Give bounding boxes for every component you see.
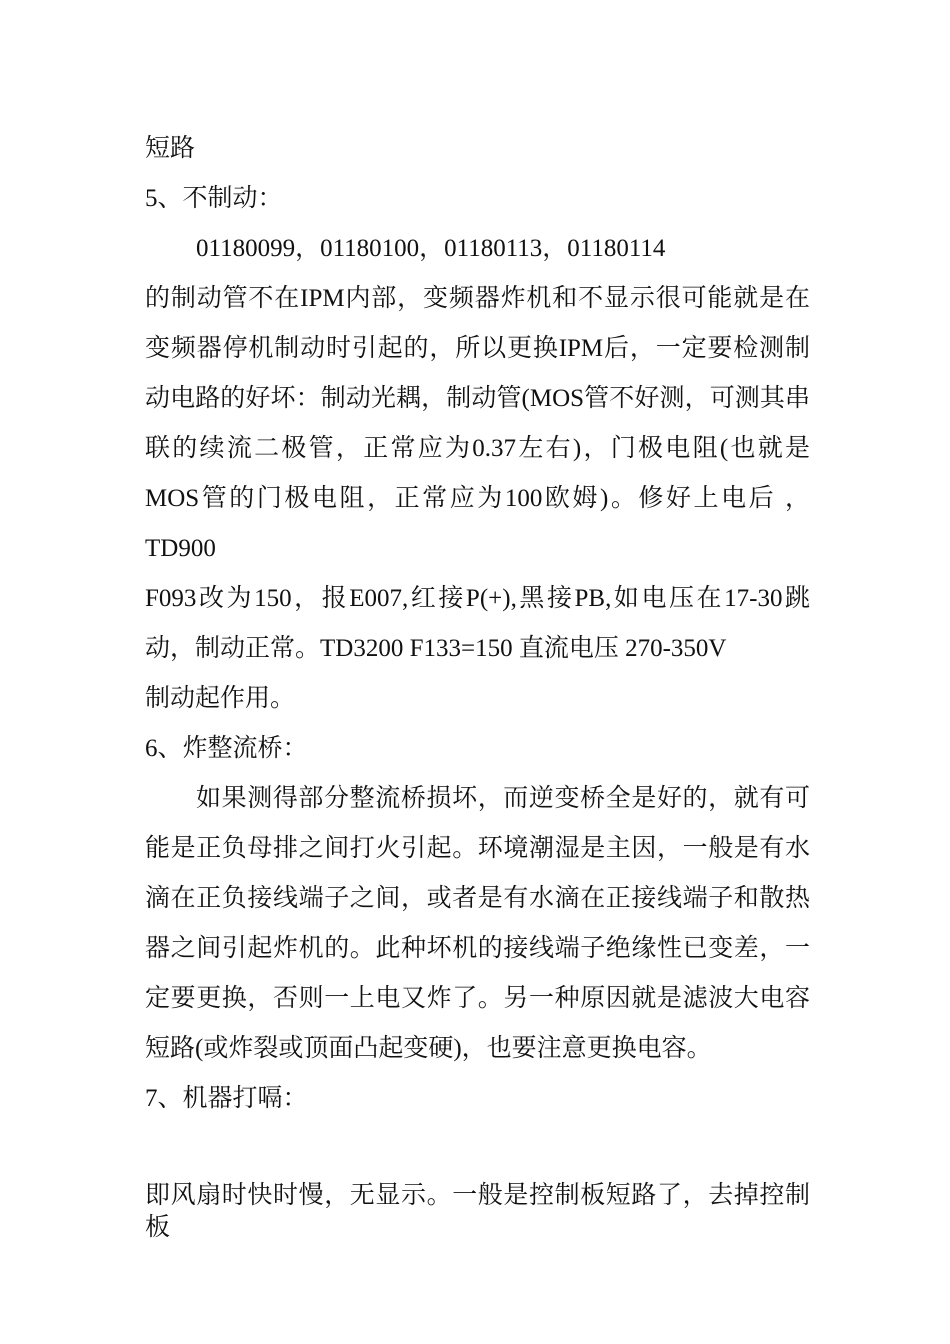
text-line: 滴在正负接线端子之间，或者是有水滴在正接线端子和散热 — [145, 885, 810, 912]
section-heading-7: 7、机器打嗝： — [145, 1085, 308, 1112]
text-line: 联的续流二极管，正常应为0.37左右)，门极电阻(也就是 — [145, 435, 810, 462]
text-line: 变频器停机制动时引起的，所以更换IPM后，一定要检测制 — [145, 335, 810, 362]
text-line: MOS管的门极电阻，正常应为100欧姆)。修好上电后 ， — [145, 485, 810, 512]
text-line: 定要更换，否则一上电又炸了。另一种原因就是滤波大电容 — [145, 985, 810, 1012]
text-line: 01180099，01180100，01180113，01180114 — [196, 235, 666, 262]
text-line: TD900 — [145, 535, 216, 562]
text-line: 能是正负母排之间打火引起。环境潮湿是主因，一般是有水 — [145, 835, 810, 862]
text-line: 动，制动正常。TD3200 F133=150 直流电压 270-350V — [145, 635, 727, 662]
text-line: 的制动管不在IPM内部，变频器炸机和不显示很可能就是在 — [145, 285, 810, 312]
text-line: 短路(或炸裂或顶面凸起变硬)，也要注意更换电容。 — [145, 1035, 712, 1062]
text-line: F093改为150，报E007,红接P(+),黑接PB,如电压在17-30跳 — [145, 585, 810, 612]
text-line: 短路 — [145, 135, 196, 162]
text-line: 即风扇时快时慢，无显示。一般是控制板短路了，去掉控制板 — [145, 1182, 810, 1241]
text-line: 动电路的好坏：制动光耦，制动管(MOS管不好测，可测其串 — [145, 385, 810, 412]
text-line: 制动起作用。 — [145, 685, 296, 712]
text-line: 器之间引起炸机的。此种坏机的接线端子绝缘性已变差，一 — [145, 935, 810, 962]
text-line: 如果测得部分整流桥损坏，而逆变桥全是好的，就有可 — [196, 785, 810, 812]
section-heading-6: 6、炸整流桥： — [145, 735, 308, 762]
section-heading-5: 5、不制动： — [145, 185, 283, 212]
